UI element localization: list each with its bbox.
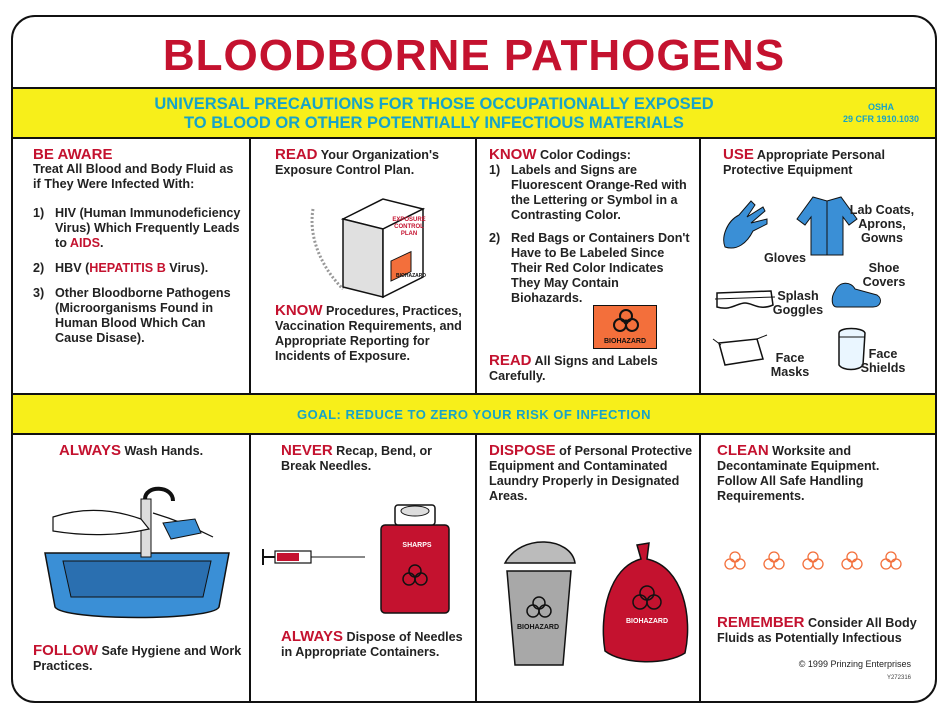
use-ppe-heading: USE [723, 146, 754, 163]
poster-title: BLOODBORNE PATHOGENS [162, 31, 786, 80]
biohazard-icon [881, 552, 901, 569]
shoe-covers-icon [825, 273, 885, 313]
divider [249, 139, 251, 393]
always-wash-heading: ALWAYS [59, 442, 121, 459]
clean-text: Worksite and Decontaminate Equipment. Follow All Safe Handling Requirements. [717, 444, 880, 503]
biohazard-can-icon [501, 533, 585, 673]
copyright: © 1999 Prinzing Enterprises [798, 659, 911, 669]
biohazard-bag-icon [597, 537, 697, 667]
never-heading: NEVER [281, 442, 333, 459]
soap-icon [163, 519, 201, 539]
list-item [33, 286, 241, 346]
chain-icon [312, 209, 343, 289]
read-plan-section [275, 147, 471, 178]
precautions-line-2: TO BLOOD OR OTHER POTENTIALLY INFECTIOUS MATERIALS [184, 114, 684, 132]
goal-band [13, 393, 935, 435]
list-text: Virus). [165, 261, 209, 275]
gloves-icon [717, 197, 777, 257]
always-dispose-heading: ALWAYS [281, 628, 343, 645]
always-dispose-section [281, 629, 467, 660]
divider [249, 435, 251, 703]
use-ppe-section [723, 147, 923, 178]
list-item [489, 231, 693, 306]
precautions-line-1: UNIVERSAL PRECAUTIONS FOR THOSE OCCUPATIONALLY EXPOSED [154, 95, 714, 113]
read-signs-section [489, 353, 693, 384]
list-number: 1) [489, 163, 501, 177]
biohazard-symbols-row [719, 547, 919, 575]
osha-label: OSHA [867, 102, 894, 112]
biohazard-label [593, 305, 657, 349]
be-aware-intro: Treat All Blood and Body Fluid as if They Were Infected With: [33, 162, 234, 191]
dispose-text: of Personal Protective Equipment and Contaminated Laundry Properly in Designated Areas. [489, 444, 693, 503]
list-number: 1) [33, 206, 45, 220]
use-ppe-text: Appropriate Personal Protective Equipment [723, 148, 885, 177]
biohazard-icon [614, 309, 638, 333]
osha-regulation: 29 CFR 1910.1030 [842, 114, 919, 124]
read-signs-text: All Signs and Labels Carefully. [489, 354, 658, 383]
list-number: 2) [33, 261, 45, 275]
poster [11, 15, 937, 703]
never-section [281, 443, 467, 474]
list-text: Red Bags or Containers Don't Have to Be Labeled Since Their Red Color Indicates They May Contain Biohazards. [511, 231, 690, 305]
list-text: . [100, 236, 104, 250]
be-aware-heading: BE AWARE [33, 146, 113, 163]
binder-tag: BIOHAZARD [396, 273, 426, 279]
always-wash-text: Wash Hands. [120, 444, 204, 458]
list-item [33, 261, 241, 276]
binder-spine-icon [343, 219, 383, 297]
list-number: 3) [33, 286, 45, 300]
know-procedures-section [275, 303, 471, 364]
pathogen-list [33, 206, 241, 346]
osha-reference [843, 101, 919, 125]
always-wash-section [59, 443, 245, 459]
hepatitis-highlight: HEPATITIS B [89, 261, 166, 275]
read-signs-heading: READ [489, 352, 532, 369]
dispose-heading: DISPOSE [489, 442, 556, 459]
list-text: HIV (Human Immunodeficiency Virus) Which Frequently Leads to [55, 206, 241, 250]
face-masks-label: Face Masks [770, 351, 810, 379]
sink-illustration [33, 479, 239, 639]
lab-coats-label: Lab Coats, Aprons, Gowns [849, 203, 915, 245]
remember-heading: REMEMBER [717, 614, 805, 631]
goal-text: GOAL: REDUCE TO ZERO YOUR RISK OF INFECTION [297, 407, 651, 422]
divider [475, 435, 477, 703]
list-text: HBV ( [55, 261, 90, 275]
gloves-label: Gloves [764, 251, 806, 265]
clean-heading: CLEAN [717, 442, 769, 459]
splash-goggles-label: Splash Goggles [772, 289, 824, 317]
sharps-label: SHARPS [402, 542, 432, 549]
divider [699, 435, 701, 703]
biohazard-icon [764, 552, 784, 569]
can-label: BIOHAZARD [517, 624, 559, 631]
syringe-icon [261, 545, 371, 569]
remember-text: Consider All Body Fluids as Potentially Infectious [717, 616, 917, 645]
list-item [489, 163, 693, 223]
biohazard-icon [803, 552, 823, 569]
list-text: Labels and Signs are Fluorescent Orange-Red with the Lettering or Symbol in a Contrasting Color. [511, 163, 687, 222]
never-text: Recap, Bend, or Break Needles. [281, 444, 433, 473]
biohazard-label-text: BIOHAZARD [604, 338, 646, 345]
divider [475, 139, 477, 393]
precautions-band [13, 87, 935, 139]
be-aware-section [33, 147, 241, 356]
shoe-covers-label: Shoe Covers [862, 261, 906, 289]
clean-section [717, 443, 921, 504]
list-number: 2) [489, 231, 501, 245]
remember-section [717, 615, 921, 646]
read-plan-heading: READ [275, 146, 318, 163]
read-plan-text: Your Organization's Exposure Control Plan. [275, 148, 440, 177]
color-code-list [489, 163, 693, 306]
biohazard-icon [842, 552, 862, 569]
product-code: Y272316 [886, 675, 911, 681]
list-item [33, 206, 241, 251]
divider [699, 139, 701, 393]
bag-label: BIOHAZARD [626, 618, 668, 625]
always-dispose-text: Dispose of Needles in Appropriate Containers. [281, 630, 463, 659]
face-shields-label: Face Shields [860, 347, 906, 375]
dispose-section [489, 443, 693, 504]
follow-text: Safe Hygiene and Work Practices. [33, 644, 242, 673]
follow-heading: FOLLOW [33, 642, 98, 659]
know-procedures-text: Procedures, Practices, Vaccination Requirements, and Appropriate Reporting for Incidents of Exposure. [275, 304, 462, 363]
aids-highlight: AIDS [69, 236, 101, 250]
biohazard-icon [725, 552, 745, 569]
follow-section [33, 643, 243, 674]
know-colors-text: Color Codings: [536, 148, 631, 162]
binder-label: EXPOSURE CONTROL PLAN [392, 217, 426, 237]
sharps-container-icon [375, 501, 455, 621]
know-colors-section [489, 147, 693, 316]
list-text: Other Bloodborne Pathogens (Microorganisms Found in Human Blood Which Can Cause Disase). [55, 286, 231, 345]
know-colors-heading: KNOW [489, 146, 537, 163]
face-mask-icon [713, 333, 769, 373]
hand-icon [53, 510, 149, 534]
know-procedures-heading: KNOW [275, 302, 323, 319]
